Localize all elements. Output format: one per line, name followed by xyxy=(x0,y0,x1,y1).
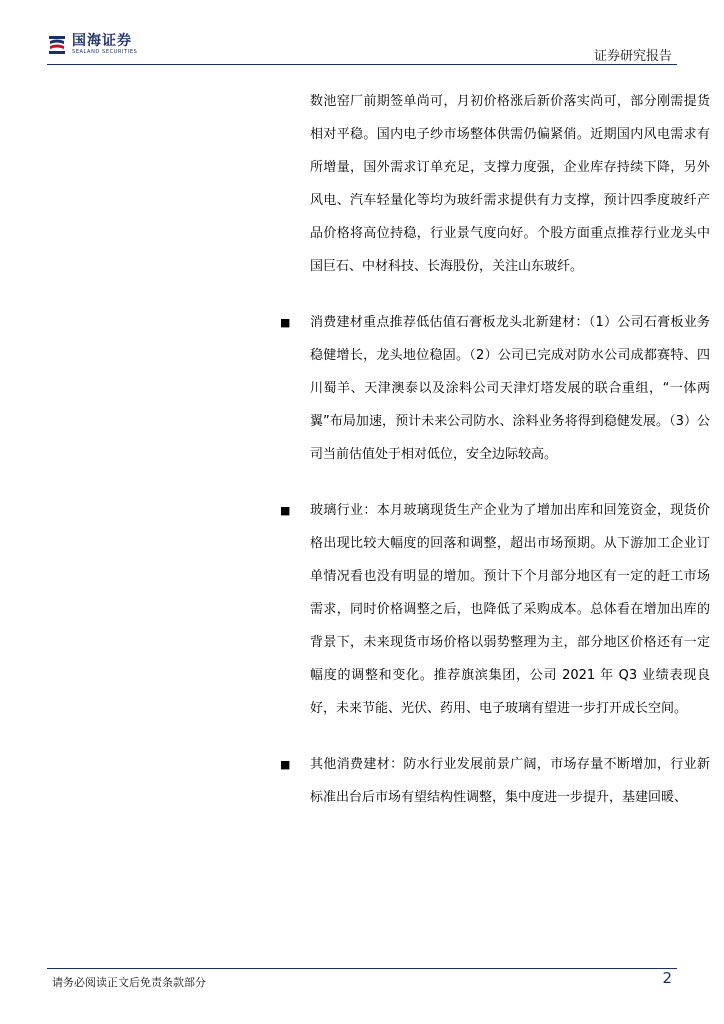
page-number: 2 xyxy=(662,969,672,987)
bullet-item xyxy=(280,306,710,471)
footer-divider xyxy=(47,968,677,969)
disclaimer-note: 请务必阅读正文后免责条款部分 xyxy=(52,976,206,989)
bullet-item xyxy=(280,494,710,725)
bullet-text: 玻璃行业：本月玻璃现货生产企业为了增加出库和回笼资金，现货价格出现比较大幅度的回落和调整，超出市场预期。从下游加工企业订单情况看也没有明显的增加。预计下个月部分地区有一定的赶工市场需求，同时价格调整之后，也降低了采购成本。总体看在增加出库的背景下，未来现货市场价格以弱势整理为主，部分地区价格还有一定幅度的调整和变化。推荐旗滨集团，公司 2021 年 Q3 业绩表现良好，未来节能、光伏、药用、电子玻璃有望进一步打开成长空间。 xyxy=(310,503,710,716)
logo-chinese-name: 国海证券 xyxy=(72,33,132,49)
continuation-paragraph: 数池窑厂前期签单尚可，月初价格涨后新价落实尚可，部分刚需提货相对平稳。国内电子纱市场整体供需仍偏紧俏。近期国内风电需求有所增量，国外需求订单充足，支撑力度强，企业库存持续下降，另外风电、汽车轻量化等均为玻纤需求提供有力支撑，预计四季度玻纤产品价格将高位持稳，行业景气度向好。个股方面重点推荐行业龙头中国巨石、中材科技、长海股份，关注山东玻纤。 xyxy=(310,94,710,274)
report-type-label: 证券研究报告 xyxy=(593,49,672,64)
square-bullet-icon: ■ xyxy=(280,316,291,329)
logo xyxy=(47,33,137,56)
header-divider xyxy=(47,64,677,65)
report-body xyxy=(280,85,710,814)
logo-english-name: SEALAND SECURITIES xyxy=(72,49,138,55)
sealand-logo-icon xyxy=(47,33,67,55)
square-bullet-icon: ■ xyxy=(280,504,291,517)
bullet-text: 其他消费建材：防水行业发展前景广阔，市场存量不断增加，行业新标准出台后市场有望结构性调整，集中度进一步提升，基建回暖、 xyxy=(310,757,710,805)
bullet-item xyxy=(280,748,710,814)
page-header xyxy=(0,0,724,70)
square-bullet-icon: ■ xyxy=(280,758,291,771)
bullet-text: 消费建材重点推荐低估值石膏板龙头北新建材：（1）公司石膏板业务稳健增长，龙头地位稳固。（2）公司已完成对防水公司成都赛特、四川蜀羊、天津澳泰以及涂料公司天津灯塔发展的联合重组，“一体两翼”布局加速，预计未来公司防水、涂料业务将得到稳健发展。（3）公司当前估值处于相对低位，安全边际较高。 xyxy=(310,315,710,462)
